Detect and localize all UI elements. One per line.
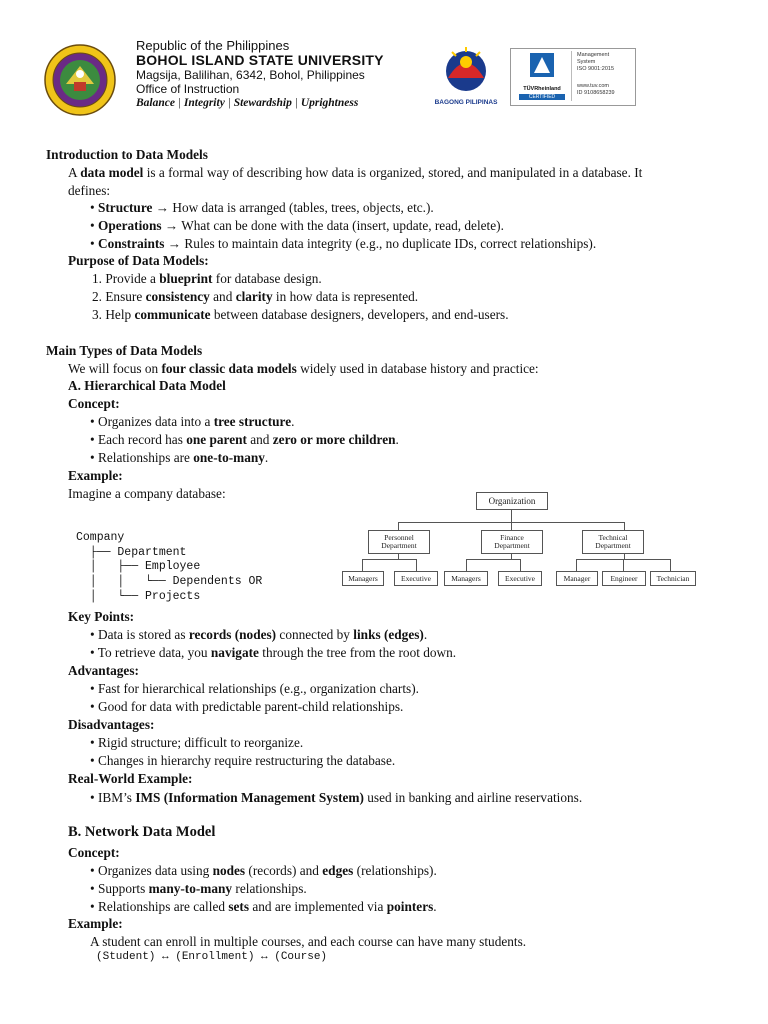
define-term: Structure (97, 200, 153, 215)
tuv-details (577, 52, 615, 97)
concept-mid: (records) and (245, 863, 323, 878)
university-seal (44, 44, 116, 116)
org-node-leaf: Executive (394, 571, 438, 586)
net-example-label: Example: (68, 916, 123, 931)
hier-adv-2: • Good for data with predictable parent-child relationships. (90, 699, 404, 714)
net-concept-1: • Organizes data using nodes (records) and edges (relationships). (90, 863, 437, 878)
concept-post: . (395, 432, 399, 447)
net-concept-2: • Supports many-to-many relationships. (90, 881, 307, 896)
purpose-pre: Help (105, 307, 135, 322)
tuv-brand: TÜVRheinland (523, 86, 561, 92)
purpose-num: 3. (92, 307, 102, 322)
main-types-intro (68, 360, 539, 378)
hier-disadv-label: Disadvantages: (68, 717, 155, 732)
kp-bold: navigate (210, 645, 259, 660)
main-types-post: widely used in database history and practice: (296, 361, 539, 376)
intro-def-bold: data model (80, 165, 144, 180)
kp-post: . (423, 627, 428, 642)
hier-disadv-1: • Rigid structure; difficult to reorganize. (90, 735, 304, 750)
intro-def-pre: A (68, 165, 81, 180)
office-text: Office of Instruction (136, 82, 240, 96)
define-structure: • Structure → How data is arranged (tables, trees, objects, etc.). (90, 200, 434, 215)
kp-bold: records (nodes) (188, 627, 277, 642)
rw-bold: IMS (Information Management System) (135, 790, 364, 805)
net-concept-label: Concept: (68, 845, 120, 860)
org-node-leaf: Manager (556, 571, 598, 586)
kp-pre: To retrieve data, you (97, 645, 211, 660)
org-node-leaf: Executive (498, 571, 542, 586)
hierarchical-title: A. Hierarchical Data Model (68, 378, 226, 393)
org-node-leaf: Managers (342, 571, 384, 586)
concept-bold: nodes (212, 863, 246, 878)
purpose-title: Purpose of Data Models: (68, 253, 209, 268)
define-operations: • Operations → What can be done with the data (insert, update, read, delete). (90, 218, 504, 233)
hier-keypoints-label: Key Points: (68, 609, 135, 624)
hier-realworld-label: Real-World Example: (68, 771, 193, 786)
concept-mid: and (246, 432, 273, 447)
tree-line: Company (76, 530, 125, 544)
hier-adv-label: Advantages: (68, 663, 139, 678)
concept-pre: Relationships are called (97, 899, 229, 914)
purpose-mid: and (209, 289, 236, 304)
define-term: Constraints (97, 236, 165, 251)
concept-post: . (433, 899, 437, 914)
adv-text: Good for data with predictable parent-child relationships. (97, 699, 404, 714)
tuv-id: ID 9108658239 (577, 90, 615, 96)
kp-pre: Data is stored as (97, 627, 189, 642)
purpose-post: between database designers, developers, and end-users. (210, 307, 509, 322)
hier-realworld-text: • IBM’s IMS (Information Management System) used in banking and airline reservations. (90, 790, 583, 805)
motto: Balance | Integrity | Stewardship | Uprightness (136, 97, 359, 109)
intro-definition (68, 164, 642, 182)
concept-post: . (291, 414, 295, 429)
concept-bold: one parent (186, 432, 247, 447)
concept-bold2: zero or more children (272, 432, 396, 447)
rw-post: used in banking and airline reservations. (363, 790, 583, 805)
org-node-leaf: Managers (444, 571, 488, 586)
define-desc: → Rules to maintain data integrity (e.g., no duplicate IDs, correct relationships). (164, 236, 597, 251)
org-node-dept: Technical Department (582, 530, 644, 554)
org-node-dept: Personnel Department (368, 530, 430, 554)
hier-keypoint-1: • Data is stored as records (nodes) connected by links (edges). (90, 627, 428, 642)
tuv-logo-panel (513, 51, 572, 101)
concept-pre: Each record has (97, 432, 187, 447)
org-node-root: Organization (476, 492, 548, 510)
purpose-num: 2. (92, 289, 102, 304)
hier-concept-1: • Organizes data into a tree structure. (90, 414, 295, 429)
motto-integrity: Integrity (183, 97, 225, 109)
concept-bold: many-to-many (148, 881, 233, 896)
tuv-certification-badge (510, 48, 636, 106)
intro-title: Introduction to Data Models (46, 147, 208, 162)
tree-line: │ ├── Employee (76, 560, 201, 574)
purpose-item-3 (92, 306, 509, 324)
university-name: BOHOL ISLAND STATE UNIVERSITY (136, 52, 384, 68)
purpose-post: in how data is represented. (272, 289, 419, 304)
tuv-mgmt: Management (577, 52, 610, 58)
tree-line: ├── Department (76, 545, 187, 559)
purpose-bold: consistency (145, 289, 210, 304)
purpose-post: for database design. (212, 271, 322, 286)
hier-concept-3: • Relationships are one-to-many. (90, 450, 269, 465)
hier-example-text: Imagine a company database: (68, 486, 226, 501)
concept-mid: and are implemented via (249, 899, 387, 914)
concept-bold: sets (228, 899, 250, 914)
tuv-certified: CERTIFIED (519, 94, 565, 100)
concept-bold: one-to-many (193, 450, 265, 465)
main-types-pre: We will focus on (68, 361, 162, 376)
main-types-bold: four classic data models (161, 361, 297, 376)
hier-keypoint-2: • To retrieve data, you navigate through the tree from the root down. (90, 645, 457, 660)
purpose-pre: Ensure (105, 289, 146, 304)
concept-post: . (264, 450, 269, 465)
main-types-title: Main Types of Data Models (46, 343, 203, 358)
tuv-iso: ISO 9001:2015 (577, 66, 615, 72)
purpose-pre: Provide a (105, 271, 160, 286)
concept-pre: Supports (97, 881, 149, 896)
tuv-url: www.tuv.com (577, 83, 609, 89)
tree-line: │ └── Projects (76, 589, 201, 603)
define-constraints: • Constraints → Rules to maintain data integrity (e.g., no duplicate IDs, correct relationships). (90, 236, 597, 251)
kp-mid: connected by (276, 627, 354, 642)
purpose-bold: communicate (134, 307, 211, 322)
concept-bold: tree structure (213, 414, 292, 429)
intro-definition-line2: defines: (68, 183, 111, 198)
adv-text: Fast for hierarchical relationships (e.g., organization charts). (97, 681, 419, 696)
hier-disadv-2: • Changes in hierarchy require restructuring the database. (90, 753, 396, 768)
define-desc: → How data is arranged (tables, trees, objects, etc.). (152, 200, 434, 215)
concept-pre: Organizes data into a (97, 414, 214, 429)
hier-concept-2: • Each record has one parent and zero or more children. (90, 432, 399, 447)
define-term: Operations (97, 218, 162, 233)
intro-def-post: is a formal way of describing how data is organized, stored, and manipulated in a database. It (143, 165, 643, 180)
tree-line: │ │ └── Dependents OR (76, 575, 263, 589)
org-node-dept: Finance Department (481, 530, 543, 554)
rw-pre: IBM’s (97, 790, 136, 805)
purpose-bold: blueprint (159, 271, 213, 286)
org-node-leaf: Technician (650, 571, 696, 586)
hier-adv-1: • Fast for hierarchical relationships (e.g., organization charts). (90, 681, 419, 696)
net-example-text: A student can enroll in multiple courses, and each course can have many students. (90, 934, 527, 949)
bagong-pilipinas-logo (428, 44, 504, 106)
address-text: Magsija, Balilihan, 6342, Bohol, Philippines (136, 68, 365, 82)
define-desc: → What can be done with the data (insert, update, read, delete). (161, 218, 504, 233)
concept-pre: Organizes data using (97, 863, 213, 878)
purpose-num: 1. (92, 271, 102, 286)
concept-pre: Relationships are (97, 450, 194, 465)
concept-post: relationships. (232, 881, 307, 896)
motto-uprightness: Uprightness (300, 97, 359, 109)
disadv-text: Rigid structure; difficult to reorganize. (97, 735, 304, 750)
purpose-item-2 (92, 288, 418, 306)
net-example-code: (Student) ↔ (Enrollment) ↔ (Course) (96, 951, 328, 963)
disadv-text: Changes in hierarchy require restructuring the database. (97, 753, 396, 768)
concept-bold2: edges (322, 863, 354, 878)
kp-bold2: links (edges) (353, 627, 424, 642)
org-node-leaf: Engineer (602, 571, 646, 586)
purpose-item-1 (92, 270, 322, 288)
purpose-bold2: clarity (235, 289, 273, 304)
network-title: B. Network Data Model (68, 824, 216, 840)
hier-concept-label: Concept: (68, 396, 120, 411)
net-concept-3: • Relationships are called sets and are implemented via pointers. (90, 899, 437, 914)
concept-post: (relationships). (353, 863, 437, 878)
kp-post: through the tree from the root down. (258, 645, 457, 660)
tuv-system: System (577, 59, 596, 65)
bagong-pilipinas-label: BAGONG PILIPINAS (434, 99, 498, 106)
motto-balance: Balance (136, 97, 175, 109)
concept-bold2: pointers (386, 899, 434, 914)
republic-text: Republic of the Philippines (136, 38, 290, 53)
ascii-tree (76, 516, 262, 620)
hier-example-label: Example: (68, 468, 123, 483)
org-chart-diagram (336, 490, 700, 590)
motto-stewardship: Stewardship (233, 97, 292, 109)
